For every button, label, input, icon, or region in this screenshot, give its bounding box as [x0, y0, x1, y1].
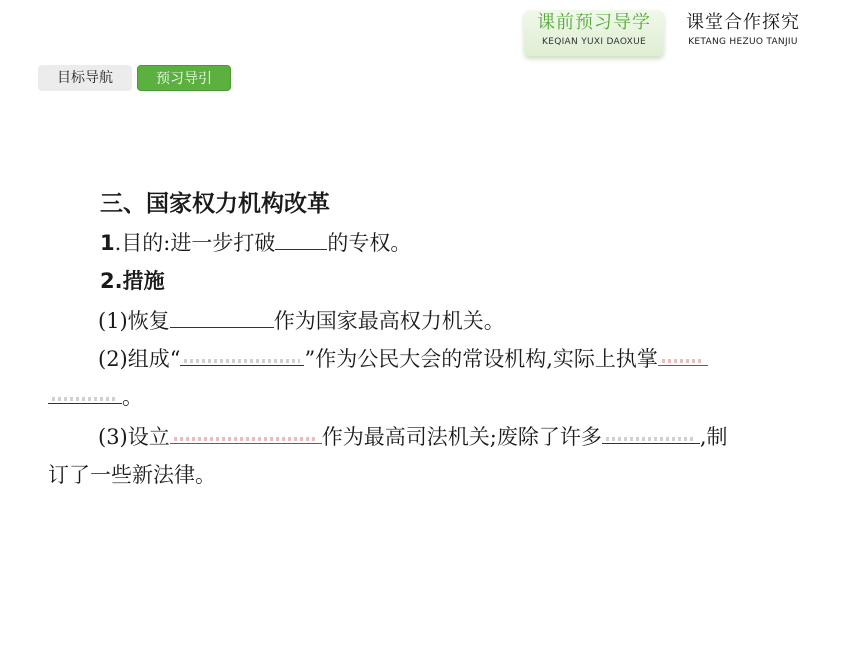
item-measures: [100, 265, 165, 295]
fill-blank[interactable]: [170, 307, 274, 328]
fill-blank[interactable]: [602, 423, 700, 444]
measure-3: [98, 421, 728, 451]
preview-guide-button[interactable]: 预习导引: [137, 65, 231, 91]
item-number: 1: [100, 231, 115, 255]
item-purpose: [100, 227, 411, 257]
item-text: .目的:进一步打破: [114, 231, 276, 255]
measure-text: ,制: [699, 425, 728, 449]
tab-class-label: 课堂合作探究: [686, 12, 800, 33]
item-text: 的专权。: [327, 231, 412, 255]
tab-preview-pinyin: KEQIAN YUXI DAOXUE: [542, 37, 646, 47]
fill-blank[interactable]: [170, 423, 322, 444]
item-text: .措施: [114, 269, 165, 293]
measure-2: [98, 343, 708, 373]
fill-blank[interactable]: [180, 345, 304, 366]
item-number: 2: [100, 269, 115, 293]
measure-text: 作为国家最高权力机关。: [273, 309, 505, 333]
measure-text: ”作为公民大会的常设机构,实际上执掌: [304, 347, 658, 371]
measure-text: 。: [122, 385, 143, 409]
fill-blank[interactable]: [275, 229, 327, 250]
tab-preview-guide[interactable]: [524, 10, 664, 56]
section-heading: 三、国家权力机构改革: [100, 191, 330, 217]
fill-blank[interactable]: [48, 383, 122, 404]
fill-blank[interactable]: [658, 345, 708, 366]
measure-text: 作为最高司法机关;废除了许多: [321, 425, 602, 449]
tab-class-cooperation[interactable]: [678, 10, 808, 56]
tab-preview-label: 课前预习导学: [537, 12, 651, 33]
goal-nav-button[interactable]: 目标导航: [38, 65, 132, 91]
measure-1: [98, 305, 505, 335]
measure-2-continued: [48, 381, 143, 411]
measure-text: (3)设立: [98, 425, 170, 449]
tab-class-pinyin: KETANG HEZUO TANJIU: [688, 37, 798, 47]
measure-text: (1)恢复: [98, 309, 170, 333]
measure-3-continued: 订了一些新法律。: [48, 463, 216, 487]
measure-text: (2)组成“: [98, 347, 181, 371]
